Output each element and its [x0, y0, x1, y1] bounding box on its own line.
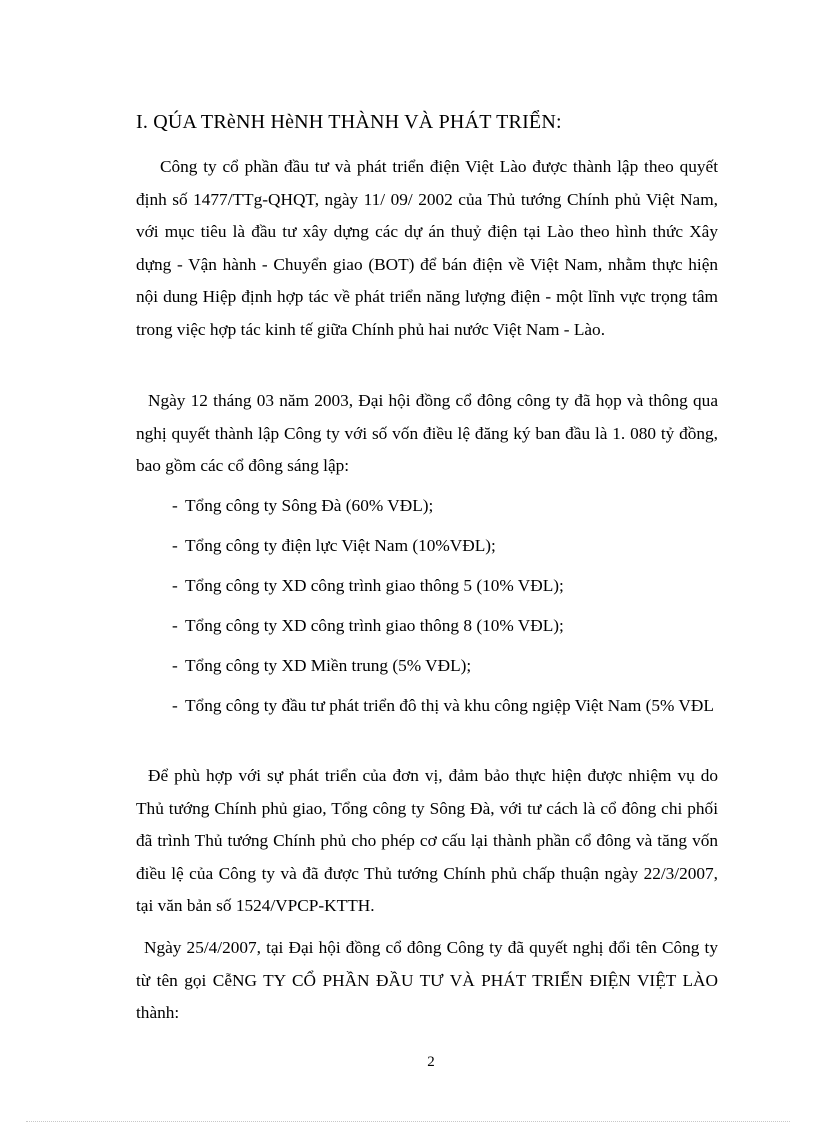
list-dash: - — [172, 496, 178, 515]
list-item — [172, 570, 718, 603]
list-item — [172, 650, 718, 683]
paragraph-shareholder-meeting: Ngày 12 tháng 03 năm 2003, Đại hội đồng cổ đông công ty đã họp và thông qua nghị quyết thành lập Công ty với số vốn điều lệ đăng ký ban đầu là 1. 080 tỷ đồng, bao gồm các cổ đông sáng lập: — [136, 391, 718, 476]
list-item-text: Tổng công ty XD Miền trung (5% VĐL); — [185, 656, 472, 676]
page-number: 2 — [427, 1054, 435, 1070]
paragraph-company-founding: Công ty cổ phần đầu tư và phát triển điện Việt Lào được thành lập theo quyết định số 1477/TTg-QHQT, ngày 11/ 09/ 2002 của Thủ tướng Chính phủ Việt Nam, với mục tiêu là đầu tư xây dựng các dự án thuỷ điện tại Lào theo hình thức Xây dựng - Vận hành - Chuyển giao (BOT) để bán điện về Việt Nam, nhằm thực hiện nội dung Hiệp định hợp tác về phát triển năng lượng điện - một lĩnh vực trọng tâm trong việc hợp tác kinh tế giữa Chính phủ hai nước Việt Nam - Lào. — [136, 157, 718, 339]
list-item-text: Tổng công ty đầu tư phát triển đô thị và khu công ngiệp Việt Nam (5% VĐL — [185, 696, 714, 716]
list-dash: - — [172, 616, 178, 636]
paragraph-restructuring: Để phù hợp với sự phát triển của đơn vị, đảm bảo thực hiện được nhiệm vụ do Thủ tướng Chính phủ giao, Tổng công ty Sông Đà, với tư cách là cổ đông chi phối đã trình Thủ tướng Chính phủ cho phép cơ cấu lại thành phần cổ đông và tăng vốn điều lệ của Công ty và đã được Thủ tướng Chính phủ chấp thuận ngày 22/3/2007, tại văn bản số 1524/VPCP-KTTH. — [136, 766, 718, 916]
list-item-text: Tổng công ty XD công trình giao thông 8 (10% VĐL); — [185, 616, 564, 636]
paragraph-rename: Ngày 25/4/2007, tại Đại hội đồng cổ đông Công ty đã quyết nghị đổi tên Công ty từ tên gọi CễNG TY CỔ PHẦN ĐẦU TƯ VÀ PHÁT TRIỂN ĐIỆN VIỆT LÀO thành: — [136, 938, 718, 1023]
list-item — [172, 610, 718, 643]
list-dash: - — [172, 536, 178, 556]
section-heading: I. QÚA TRèNH HèNH THÀNH VÀ PHÁT TRIỂN: — [136, 111, 562, 133]
founding-shareholders-list — [172, 490, 718, 731]
list-item-text: Tổng công ty điện lực Việt Nam (10%VĐL); — [185, 536, 496, 556]
list-dash: - — [172, 696, 178, 716]
list-item — [172, 530, 718, 563]
list-item-text: Tổng công ty Sông Đà (60% VĐL); — [185, 496, 434, 515]
list-item-text: Tổng công ty XD công trình giao thông 5 (10% VĐL); — [185, 576, 564, 596]
list-item — [172, 490, 718, 523]
list-dash: - — [172, 576, 178, 596]
list-item — [172, 690, 718, 723]
list-dash: - — [172, 656, 178, 676]
page-bottom-border — [26, 1121, 790, 1122]
